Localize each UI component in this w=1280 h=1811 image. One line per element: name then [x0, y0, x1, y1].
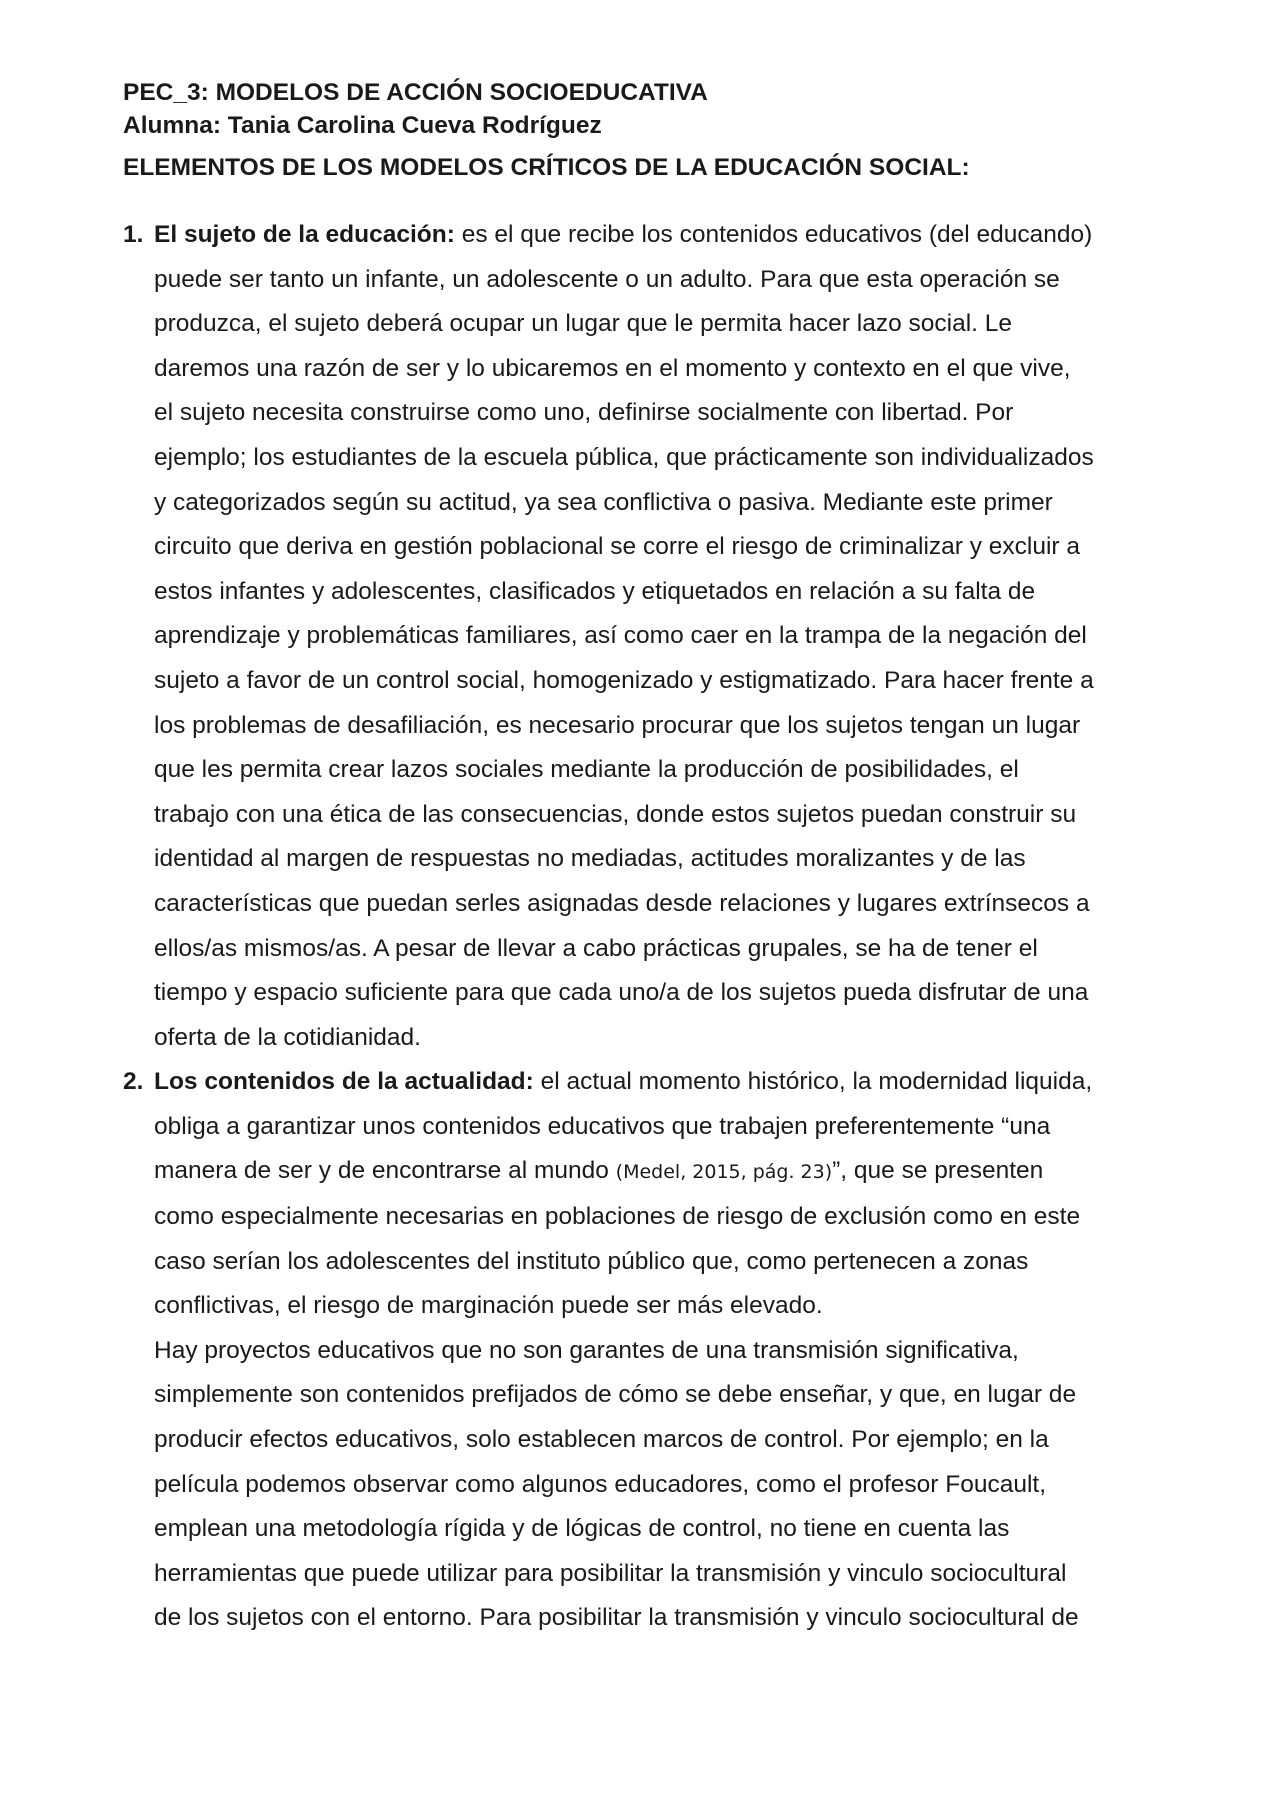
item-number: 2.	[123, 1068, 144, 1096]
citation: (Medel, 2015, pág. 23)	[615, 1161, 833, 1184]
paragraph-line: que les permita crear lazos sociales mediante la producción de posibilidades, el	[154, 756, 1019, 784]
paragraph-line: Hay proyectos educativos que no son garantes de una transmisión significativa,	[154, 1336, 1019, 1364]
paragraph-line: simplemente son contenidos prefijados de cómo se debe enseñar, y que, en lugar de	[154, 1381, 1077, 1409]
paragraph-line: puede ser tanto un infante, un adolescente o un adulto. Para que esta operación se	[154, 265, 1060, 293]
document-title: PEC_3: MODELOS DE ACCIÓN SOCIOEDUCATIVA	[123, 79, 708, 106]
paragraph-line: de los sujetos con el entorno. Para posibilitar la transmisión y vinculo sociocultural de	[154, 1604, 1079, 1632]
paragraph-line: sujeto a favor de un control social, homogenizado y estigmatizado. Para hacer frente a	[154, 666, 1094, 694]
paragraph-line: tiempo y espacio suficiente para que cada uno/a de los sujetos pueda disfrutar de una	[154, 979, 1089, 1007]
paragraph-line	[154, 213, 1173, 258]
paragraph-line: obliga a garantizar unos contenidos educativos que trabajen preferentemente “una	[154, 1112, 1051, 1140]
paragraph-line: circuito que deriva en gestión poblacional se corre el riesgo de criminalizar y excluir a	[154, 533, 1081, 561]
paragraph-line: identidad al margen de respuestas no mediadas, actitudes moralizantes y de las	[154, 845, 1026, 873]
paragraph-line: aprendizaje y problemáticas familiares, así como caer en la trampa de la negación del	[154, 622, 1087, 650]
paragraph-line: ellos/as mismos/as. A pesar de llevar a cabo prácticas grupales, se ha de tener el	[154, 934, 1038, 962]
paragraph-line: caso serían los adolescentes del instituto público que, como pertenecen a zonas	[154, 1247, 1029, 1275]
elements-list	[123, 213, 1173, 1641]
paragraph-line: emplean una metodología rígida y de lógicas de control, no tiene en cuenta las	[154, 1515, 1010, 1543]
paragraph-line: y categorizados según su actitud, ya sea conflictiva o pasiva. Mediante este primer	[154, 488, 1053, 516]
student-name: Alumna: Tania Carolina Cueva Rodríguez	[123, 112, 602, 139]
list-item-1	[123, 213, 1173, 1060]
paragraph-line: los problemas de desafiliación, es necesario procurar que los sujetos tengan un lugar	[154, 711, 1081, 739]
quote-text-end: ”, que se presenten	[832, 1157, 1044, 1185]
paragraph-line: daremos una razón de ser y lo ubicaremos en el momento y contexto en el que vive,	[154, 354, 1071, 382]
item-lead: El sujeto de la educación:	[154, 221, 455, 248]
item-first-line-text: el actual momento histórico, la modernidad liquida,	[533, 1068, 1093, 1096]
quote-text: manera de ser y de encontrarse al mundo	[154, 1157, 616, 1185]
paragraph-line: como especialmente necesarias en poblaciones de riesgo de exclusión como en este	[154, 1203, 1081, 1231]
paragraph-line: estos infantes y adolescentes, clasificados y etiquetados en relación a su falta de	[154, 577, 1036, 605]
paragraph-line: características que puedan serles asignadas desde relaciones y lugares extrínsecos a	[154, 889, 1090, 917]
list-item-2	[123, 1060, 1173, 1641]
paragraph-line: ejemplo; los estudiantes de la escuela pública, que prácticamente son individualizados	[154, 443, 1094, 471]
paragraph-line: conflictivas, el riesgo de marginación puede ser más elevado.	[154, 1292, 823, 1320]
item-first-line-text: es el que recibe los contenidos educativos (del educando)	[454, 221, 1093, 248]
paragraph-line: producir efectos educativos, solo establecen marcos de control. Por ejemplo; en la	[154, 1426, 1049, 1454]
paragraph-line: herramientas que puede utilizar para posibilitar la transmisión y vinculo sociocultural	[154, 1559, 1067, 1587]
paragraph-line: película podemos observar como algunos educadores, como el profesor Foucault,	[154, 1470, 1047, 1498]
document-header	[123, 76, 1173, 184]
section-title: ELEMENTOS DE LOS MODELOS CRÍTICOS DE LA EDUCACIÓN SOCIAL:	[123, 154, 970, 181]
paragraph-line	[154, 1149, 1173, 1195]
item-lead: Los contenidos de la actualidad:	[154, 1068, 534, 1096]
paragraph-line	[154, 1060, 1173, 1105]
paragraph-line: produzca, el sujeto deberá ocupar un lugar que le permita hacer lazo social. Le	[154, 310, 1013, 338]
item-number: 1.	[123, 221, 144, 248]
paragraph-line: el sujeto necesita construirse como uno, definirse socialmente con libertad. Por	[154, 399, 1014, 427]
paragraph-line: oferta de la cotidianidad.	[154, 1023, 421, 1051]
paragraph-line: trabajo con una ética de las consecuencias, donde estos sujetos puedan construir su	[154, 800, 1077, 828]
